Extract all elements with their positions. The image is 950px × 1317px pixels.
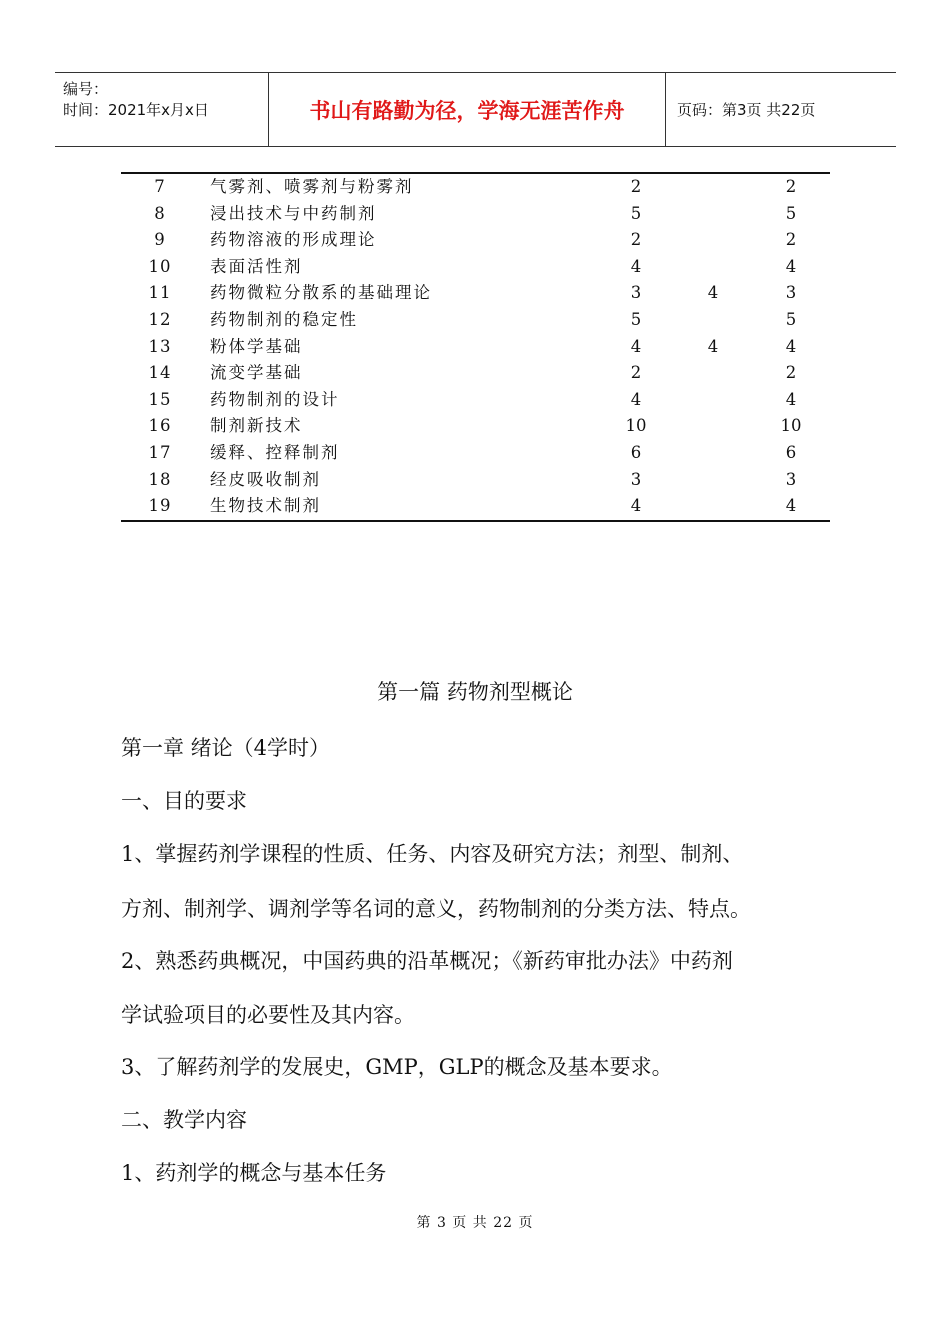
row-number: 16 xyxy=(148,416,172,436)
row-value: 2 xyxy=(630,363,642,383)
table-row xyxy=(121,254,830,281)
paragraph-line: 方剂、制剂学、调剂学等名词的意义，药物制剂的分类方法、特点。 xyxy=(121,897,751,921)
row-value: 6 xyxy=(785,442,797,462)
header-page-info: 页码：第3页 共22页 xyxy=(677,101,816,119)
row-value: 5 xyxy=(630,203,642,223)
row-value: 4 xyxy=(785,389,797,409)
table-row xyxy=(121,201,830,228)
table-row xyxy=(121,307,830,334)
row-title: 制剂新技术 xyxy=(210,416,303,436)
page-footer: 第 3 页 共 22 页 xyxy=(416,1215,534,1231)
row-number: 12 xyxy=(148,309,172,329)
header-time: 时间：2021年x月x日 xyxy=(63,101,209,119)
row-title: 经皮吸收制剂 xyxy=(210,469,321,489)
row-value: 5 xyxy=(785,203,797,223)
row-number: 7 xyxy=(154,177,166,196)
table-row xyxy=(121,360,830,387)
row-value: 4 xyxy=(785,256,797,276)
header-divider xyxy=(665,73,666,146)
row-title: 粉体学基础 xyxy=(210,336,303,356)
table-row xyxy=(121,467,830,494)
paragraph-line: 学试验项目的必要性及其内容。 xyxy=(121,1003,415,1027)
row-value: 2 xyxy=(630,177,642,196)
row-number: 8 xyxy=(154,203,166,223)
table-row xyxy=(121,387,830,414)
row-number: 14 xyxy=(148,363,172,383)
course-hours-table xyxy=(121,172,830,522)
row-title: 生物技术制剂 xyxy=(210,496,321,516)
table-row xyxy=(121,413,830,440)
paragraph-line: 1、掌握药剂学课程的性质、任务、内容及研究方法；剂型、制剂、 xyxy=(121,842,744,866)
row-value: 10 xyxy=(625,416,647,436)
row-value: 10 xyxy=(780,416,802,436)
row-title: 药物制剂的设计 xyxy=(210,389,340,409)
table-row xyxy=(121,227,830,254)
row-number: 18 xyxy=(148,469,172,489)
row-value: 3 xyxy=(785,283,797,303)
row-value: 4 xyxy=(707,336,719,356)
header-motto: 书山有路勤为径，学海无涯苦作舟 xyxy=(309,98,625,123)
row-title: 浸出技术与中药制剂 xyxy=(210,203,377,223)
row-title: 药物微粒分散系的基础理论 xyxy=(210,283,432,303)
chapter-title: 第一章 绪论（4学时） xyxy=(121,736,331,760)
row-number: 19 xyxy=(148,496,172,516)
row-title: 缓释、控释制剂 xyxy=(210,442,340,462)
paragraph-line: 1、药剂学的概念与基本任务 xyxy=(121,1161,387,1185)
row-value: 4 xyxy=(785,336,797,356)
row-number: 9 xyxy=(154,230,166,250)
header-meta xyxy=(63,79,268,121)
table-row xyxy=(121,440,830,467)
row-value: 4 xyxy=(707,283,719,303)
paragraph-line: 2、熟悉药典概况，中国药典的沿革概况；《新药审批办法》中药剂 xyxy=(121,949,733,973)
row-title: 药物溶液的形成理论 xyxy=(210,230,377,250)
row-value: 2 xyxy=(785,230,797,250)
row-title: 表面活性剂 xyxy=(210,256,303,276)
row-number: 15 xyxy=(148,389,172,409)
row-value: 4 xyxy=(630,256,642,276)
row-value: 4 xyxy=(785,496,797,516)
row-value: 5 xyxy=(630,309,642,329)
row-number: 17 xyxy=(148,442,172,462)
table-row xyxy=(121,334,830,361)
row-title: 药物制剂的稳定性 xyxy=(210,309,358,329)
row-number: 13 xyxy=(148,336,172,356)
section-heading: 一、目的要求 xyxy=(121,789,247,813)
row-value: 2 xyxy=(785,363,797,383)
row-value: 3 xyxy=(630,469,642,489)
page-header xyxy=(55,72,896,147)
row-value: 3 xyxy=(785,469,797,489)
row-value: 4 xyxy=(630,389,642,409)
table-row xyxy=(121,174,830,201)
row-title: 气雾剂、喷雾剂与粉雾剂 xyxy=(210,177,414,196)
paragraph-line: 3、了解药剂学的发展史，GMP，GLP的概念及基本要求。 xyxy=(121,1055,673,1079)
row-value: 6 xyxy=(630,442,642,462)
row-value: 5 xyxy=(785,309,797,329)
row-number: 11 xyxy=(148,283,172,303)
part-title: 第一篇 药物剂型概论 xyxy=(377,680,573,704)
row-value: 2 xyxy=(785,177,797,196)
row-value: 4 xyxy=(630,496,642,516)
row-value: 2 xyxy=(630,230,642,250)
table-row xyxy=(121,493,830,520)
section-heading: 二、教学内容 xyxy=(121,1108,247,1132)
row-number: 10 xyxy=(148,256,172,276)
table-row xyxy=(121,280,830,307)
header-number: 编号： xyxy=(63,80,109,98)
row-value: 4 xyxy=(630,336,642,356)
row-title: 流变学基础 xyxy=(210,363,303,383)
row-value: 3 xyxy=(630,283,642,303)
